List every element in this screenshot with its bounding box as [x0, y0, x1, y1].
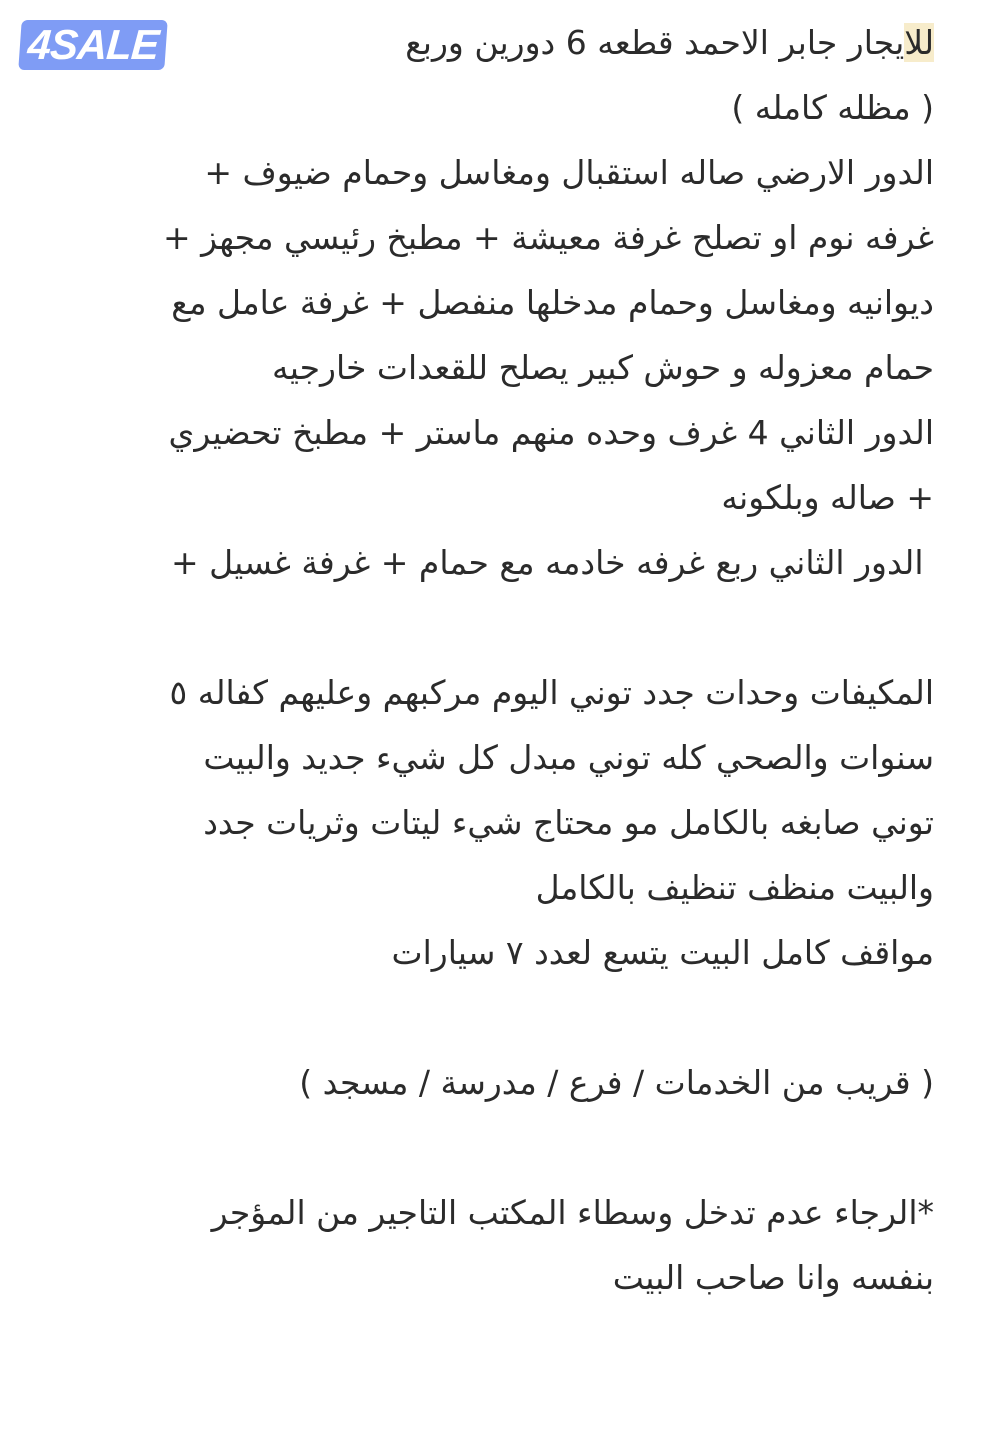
- description-line: المكيفات وحدات جدد توني اليوم مركبهم وعليهم كفاله ٥: [169, 673, 934, 712]
- description-line: + صاله وبلكونه: [721, 478, 934, 517]
- description-line: الدور الثاني ربع غرفه خادمه مع حمام + غرفة غسيل +: [171, 543, 934, 582]
- description-line: توني صابغه بالكامل مو محتاج شيء ليتات وثريات جدد: [203, 803, 934, 842]
- blank-line: [34, 595, 934, 660]
- listing-description: [34, 10, 934, 1310]
- description-line: سنوات والصحي كله توني مبدل كل شيء جديد والبيت: [203, 738, 934, 777]
- description-line: غرفه نوم او تصلح غرفة معيشة + مطبخ رئيسي مجهز +: [163, 218, 934, 257]
- blank-line: [34, 1115, 934, 1180]
- description-line: ( قريب من الخدمات / فرع / مدرسة / مسجد ): [299, 1063, 934, 1102]
- blank-line: [34, 985, 934, 1050]
- title-text: ايجار جابر الاحمد قطعه 6 دورين وربع: [405, 23, 905, 62]
- description-line: مواقف كامل البيت يتسع لعدد ٧ سيارات: [391, 933, 934, 972]
- description-line: *الرجاء عدم تدخل وسطاء المكتب التاجير من المؤجر: [211, 1193, 934, 1232]
- 4sale-logo: 4SALE: [18, 20, 167, 70]
- description-line: الدور الثاني 4 غرف وحده منهم ماستر + مطبخ تحضيري: [168, 413, 934, 452]
- description-line: حمام معزوله و حوش كبير يصلح للقعدات خارجيه: [272, 348, 934, 387]
- description-line-title: [34, 10, 934, 75]
- description-line: والبيت منظف تنظيف بالكامل: [535, 868, 934, 907]
- description-line: ( مظله كامله ): [731, 88, 934, 127]
- highlighted-text: لل: [904, 23, 934, 62]
- description-line: الدور الارضي صاله استقبال ومغاسل وحمام ضيوف +: [204, 153, 934, 192]
- description-line: ديوانيه ومغاسل وحمام مدخلها منفصل + غرفة عامل مع: [171, 283, 934, 322]
- description-line: بنفسه وانا صاحب البيت: [612, 1258, 934, 1297]
